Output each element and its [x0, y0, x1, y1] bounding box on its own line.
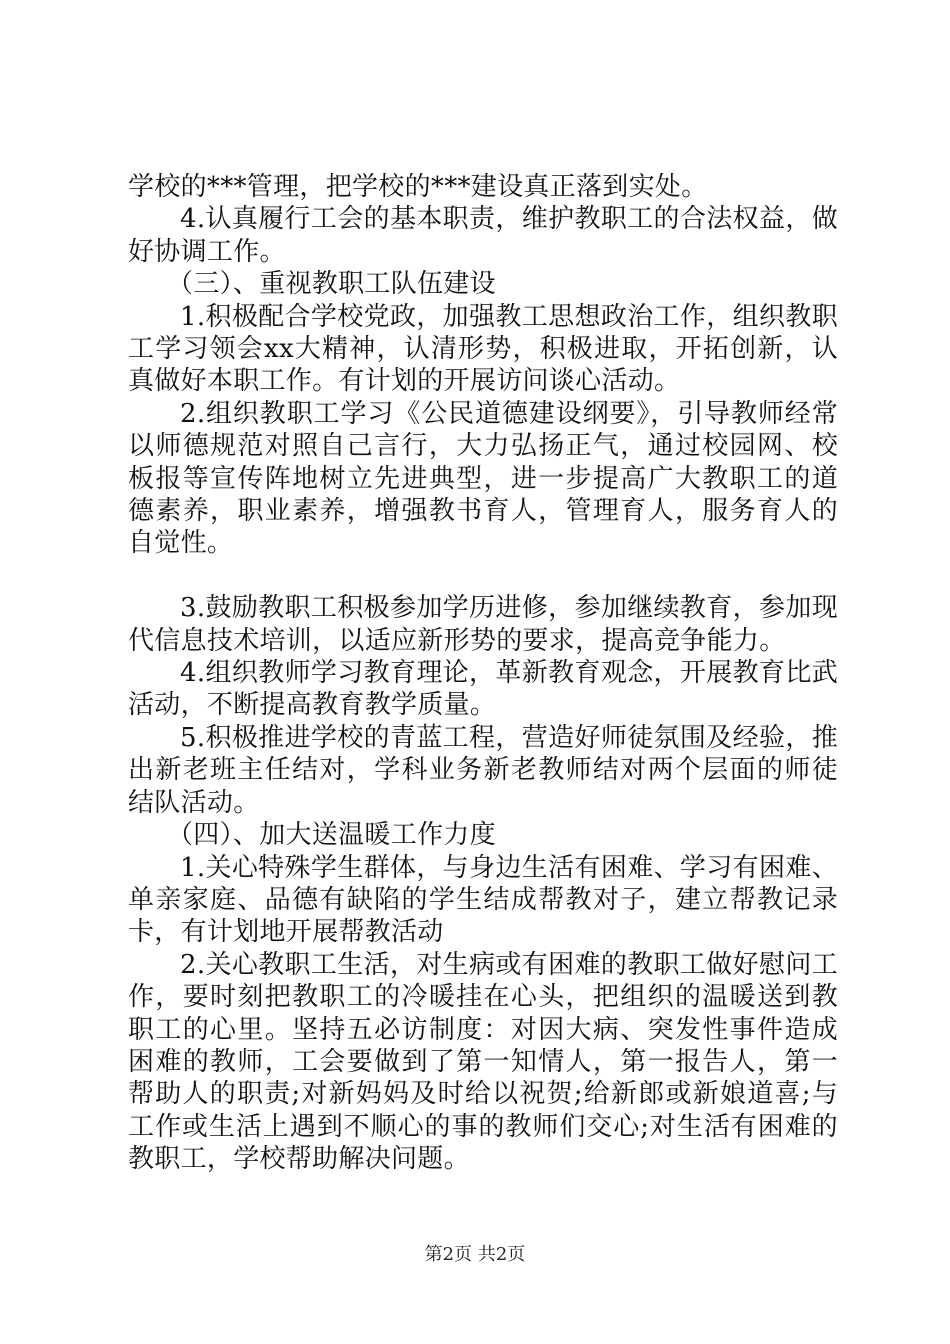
paragraph-item-1-student-support: 1.关心特殊学生群体，与身边生活有困难、学习有困难、单亲家庭、品德有缺陷的学生结成帮教对子，建立帮教记录卡，有计划地开展帮教活动 [128, 852, 838, 948]
paragraph-item-5-mentoring-project: 5.积极推进学校的青蓝工程，营造好师徒氛围及经验，推出新老班主任结对，学科业务新老教师结对两个层面的师徒结队活动。 [128, 722, 838, 818]
paragraph-item-3-further-education: 3.鼓励教职工积极参加学历进修，参加继续教育，参加现代信息技术培训，以适应新形势的要求，提高竞争能力。 [128, 593, 838, 656]
paragraph-item-1-political-work: 1.积极配合学校党政，加强教工思想政治工作，组织教职工学习领会xx大精神，认清形势，积极进取，开拓创新，认真做好本职工作。有计划的开展访问谈心活动。 [128, 301, 838, 397]
paragraph-item-2-staff-welfare: 2.关心教职工生活，对生病或有困难的教职工做好慰问工作，要时刻把教职工的冷暖挂在心头，把组织的温暖送到教职工的心里。坚持五必访制度：对因大病、突发性事件造成困难的教师，工会要做到了第一知情人，第一报告人，第一帮助人的职责;对新妈妈及时给以祝贺;给新郎或新娘道喜;与工作或生活上遇到不顺心的事的教师们交心;对生活有困难的教职工，学校帮助解决问题。 [128, 949, 838, 1175]
document-body [128, 171, 838, 1176]
paragraph-spacer [128, 560, 838, 592]
paragraph-continuation: 学校的***管理，把学校的***建设真正落到实处。 [128, 172, 708, 202]
page-footer: 第2页 共2页 [424, 1244, 526, 1265]
paragraph-item-2-ethics-study: 2.组织教职工学习《公民道德建设纲要》，引导教师经常以师德规范对照自己言行，大力弘扬正气，通过校园网、校板报等宣传阵地树立先进典型，进一步提高广大教职工的道德素养，职业素养，增强教书育人，管理育人，服务育人的自觉性。 [128, 398, 838, 559]
section-heading-4: （四）、加大送温暖工作力度 [167, 820, 496, 851]
section-heading-3: （三）、重视教职工队伍建设 [167, 269, 496, 300]
paragraph-item-4-teaching-theory: 4.组织教师学习教育理论，革新教育观念，开展教育比武活动，不断提高教育教学质量。 [128, 658, 838, 721]
paragraph-item-4-union-duties: 4.认真履行工会的基本职责，维护教职工的合法权益，做好协调工作。 [128, 204, 838, 267]
